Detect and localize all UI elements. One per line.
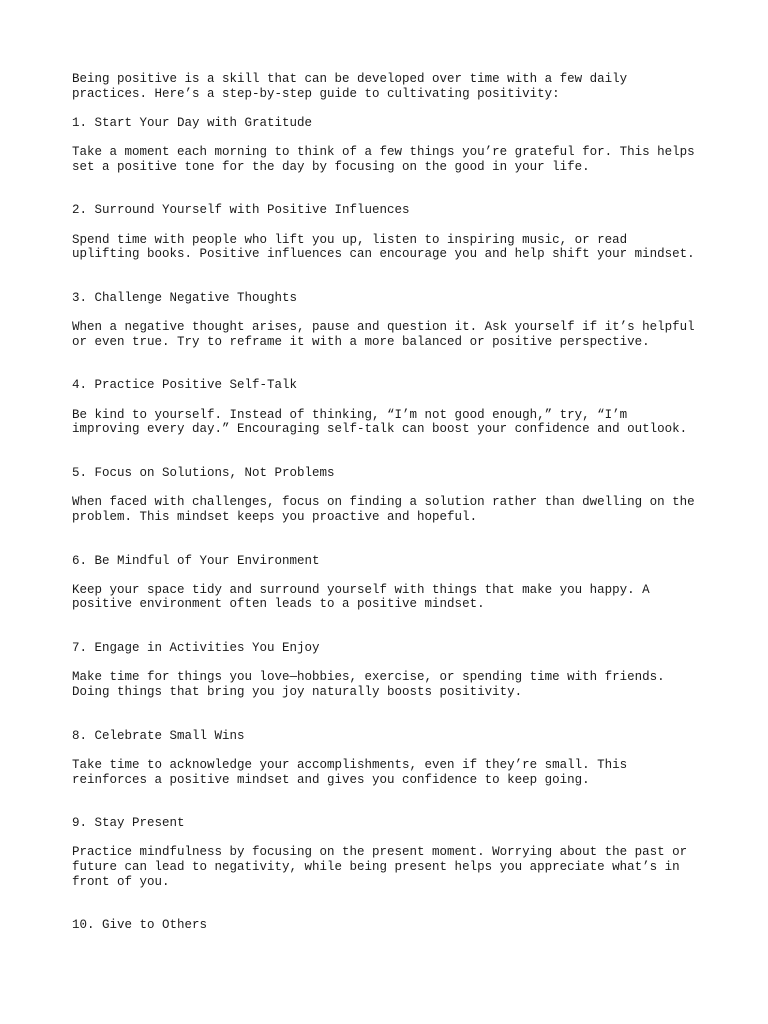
section-heading: 7. Engage in Activities You Enjoy <box>72 641 320 656</box>
section-negative-thoughts <box>72 291 712 349</box>
section-influences <box>72 203 712 261</box>
section-environment <box>72 554 712 612</box>
section-body: When faced with challenges, focus on finding a solution rather than dwelling on the problem. This mindset keeps you proactive and hopeful. <box>72 495 695 524</box>
section-heading: 9. Stay Present <box>72 816 185 831</box>
section-solutions <box>72 466 712 524</box>
section-heading: 1. Start Your Day with Gratitude <box>72 115 313 130</box>
section-heading: 3. Challenge Negative Thoughts <box>72 290 298 305</box>
section-body: Take a moment each morning to think of a few things you’re grateful for. This helps set a positive tone for the day by focusing on the good in your life. <box>72 144 695 174</box>
section-give-to-others <box>72 918 712 933</box>
section-activities <box>72 641 712 699</box>
section-gratitude <box>72 116 712 174</box>
section-heading: 5. Focus on Solutions, Not Problems <box>72 466 335 481</box>
section-small-wins <box>72 729 712 787</box>
section-body: Keep your space tidy and surround yourself with things that make you happy. A positive environment often leads to a positive mindset. <box>72 582 650 612</box>
section-body: Make time for things you love—hobbies, exercise, or spending time with friends. Doing things that bring you joy naturally boosts positivity. <box>72 670 665 699</box>
section-heading: 10. Give to Others <box>72 918 208 933</box>
section-body: Practice mindfulness by focusing on the present moment. Worrying about the past or future can lead to negativity, while being present helps you appreciate what’s in front of you. <box>72 845 688 889</box>
section-heading: 8. Celebrate Small Wins <box>72 728 245 743</box>
section-body: Take time to acknowledge your accomplishments, even if they’re small. This reinforces a positive mindset and gives you confidence to keep going. <box>72 757 628 787</box>
document-page <box>72 72 712 933</box>
section-body: Be kind to yourself. Instead of thinking, “I’m not good enough,” try, “I’m improving every day.” Encouraging self-talk can boost your confidence and outlook. <box>72 407 688 437</box>
section-body: When a negative thought arises, pause and question it. Ask yourself if it’s helpful or even true. Try to reframe it with a more balanced or positive perspective. <box>72 320 695 349</box>
section-heading: 6. Be Mindful of Your Environment <box>72 553 320 568</box>
section-heading: 2. Surround Yourself with Positive Influences <box>72 203 410 218</box>
section-body: Spend time with people who lift you up, listen to inspiring music, or read uplifting books. Positive influences can encourage you and help shift your mindset. <box>72 232 695 262</box>
section-heading: 4. Practice Positive Self-Talk <box>72 378 298 393</box>
section-stay-present <box>72 816 712 889</box>
intro-paragraph: Being positive is a skill that can be developed over time with a few daily practices. Here’s a step-by-step guide to cultivating positivity: <box>72 72 628 101</box>
section-self-talk <box>72 378 712 436</box>
